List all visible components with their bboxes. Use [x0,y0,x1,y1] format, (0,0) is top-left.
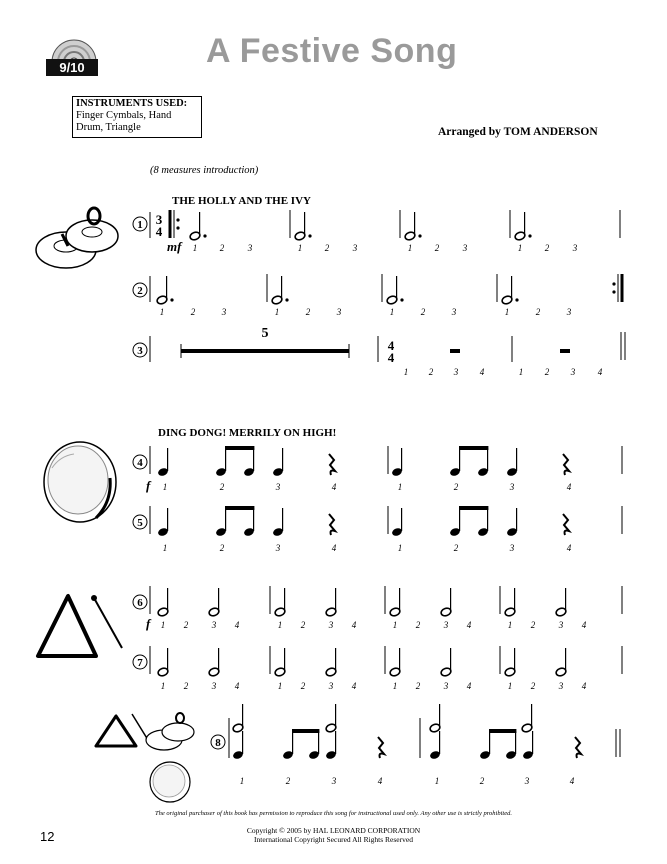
count-number: 3 [331,776,337,786]
page-title: A Festive Song [206,32,458,70]
note-dot [308,234,311,237]
count-number: 4 [234,620,240,630]
copyright [0,826,667,844]
count-number: 1 [397,482,403,492]
count-number: 4 [351,620,357,630]
repeat-dot [612,290,615,293]
line-number: 4 [137,457,143,469]
count-number: 1 [297,243,303,253]
count-number: 1 [160,681,166,691]
count-number: 2 [300,620,306,630]
count-number: 4 [581,620,587,630]
line-number: 6 [137,597,143,609]
time-signature-top: 4 [387,338,395,353]
count-number: 4 [581,681,587,691]
note-dot [285,298,288,301]
count-number: 3 [275,482,281,492]
count-number: 1 [517,243,523,253]
line-number: 8 [215,737,221,749]
line-number: 2 [137,285,143,297]
note-dot [528,234,531,237]
line-number: 3 [137,345,143,357]
count-number: 1 [192,243,198,253]
count-number: 4 [331,543,337,553]
instruments-line-2: Drum, Triangle [76,122,141,133]
count-number: 1 [277,620,283,630]
count-number: 1 [507,681,513,691]
note-dot [170,298,173,301]
count-number: 3 [570,367,576,377]
count-number: 2 [219,243,225,253]
count-number: 3 [247,243,253,253]
count-number: 2 [415,620,421,630]
count-number: 1 [162,482,168,492]
count-number: 4 [597,367,603,377]
count-number: 2 [530,620,536,630]
quarter-rest [563,514,569,535]
count-number: 3 [451,307,457,317]
count-number: 3 [524,776,530,786]
count-number: 2 [428,367,434,377]
quarter-rest [563,454,569,475]
eighth-beam [292,729,319,733]
track-number: 9/10 [46,59,98,76]
copyright-line-1: Copyright © 2005 by HAL LEONARD CORPORATION [246,826,421,835]
quarter-rest [329,454,335,475]
count-number: 3 [558,681,564,691]
page-number: 12 [40,829,55,844]
count-number: 1 [397,543,403,553]
count-number: 1 [407,243,413,253]
count-number: 4 [331,482,337,492]
count-number: 2 [434,243,440,253]
section-title-holly: THE HOLLY AND THE IVY [172,195,311,207]
count-number: 2 [183,620,189,630]
count-number: 2 [183,681,189,691]
count-number: 1 [392,620,398,630]
line-number: 1 [137,219,143,231]
count-number: 3 [509,482,515,492]
dynamic-marking: f [146,478,151,493]
count-number: 4 [466,681,472,691]
eighth-beam [489,729,516,733]
count-number: 1 [389,307,395,317]
note-dot [418,234,421,237]
count-number: 2 [544,243,550,253]
count-number: 1 [392,681,398,691]
count-number: 2 [453,482,459,492]
count-number: 1 [274,307,280,317]
count-number: 1 [162,543,168,553]
count-number: 2 [219,543,225,553]
time-signature-top: 3 [155,212,163,227]
instruments-heading: INSTRUMENTS USED: [76,98,188,109]
count-number: 3 [443,620,449,630]
intro-note: (8 measures introduction) [150,165,259,176]
count-number: 1 [403,367,409,377]
repeat-dot [176,218,179,221]
count-number: 3 [509,543,515,553]
count-number: 2 [415,681,421,691]
count-number: 4 [377,776,383,786]
note-dot [203,234,206,237]
count-number: 4 [466,620,472,630]
count-number: 2 [219,482,225,492]
count-number: 3 [275,543,281,553]
count-number: 2 [453,543,459,553]
copyright-line-2: International Copyright Secured All Rights Reserved [254,835,413,844]
quarter-rest [329,514,335,535]
eighth-beam [225,506,254,510]
time-signature-bottom: 4 [155,224,163,239]
count-number: 1 [518,367,524,377]
dynamic-marking: mf [167,239,182,254]
count-number: 4 [566,482,572,492]
count-number: 3 [211,620,217,630]
count-number: 2 [285,776,291,786]
note-dot [400,298,403,301]
count-number: 4 [479,367,485,377]
count-number: 4 [569,776,575,786]
count-number: 4 [566,543,572,553]
count-number: 3 [328,681,334,691]
count-number: 2 [530,681,536,691]
count-number: 1 [434,776,440,786]
count-number: 3 [572,243,578,253]
line-number: 5 [137,517,143,529]
count-number: 1 [504,307,510,317]
half-rest [450,349,460,353]
count-number: 2 [535,307,541,317]
count-number: 2 [479,776,485,786]
dynamic-marking: f [146,616,151,631]
line-number: 7 [137,657,143,669]
repeat-dot [612,282,615,285]
count-number: 2 [420,307,426,317]
section-title-ding-dong: DING DONG! MERRILY ON HIGH! [158,427,337,439]
note-dot [515,298,518,301]
count-number: 1 [277,681,283,691]
count-number: 3 [558,620,564,630]
count-number: 2 [190,307,196,317]
count-number: 2 [300,681,306,691]
half-rest [560,349,570,353]
quarter-rest [378,737,384,758]
eighth-beam [459,446,488,450]
count-number: 3 [462,243,468,253]
footer-note: The original purchaser of this book has permission to reproduce this song for instructional used only. Any other use is strictly prohibited. [155,810,512,817]
count-number: 1 [507,620,513,630]
count-number: 3 [328,620,334,630]
quarter-rest [575,737,581,758]
instruments-line-1: Finger Cymbals, Hand [76,110,172,121]
count-number: 1 [159,307,165,317]
multi-measure-rest [181,349,349,353]
count-number: 2 [324,243,330,253]
count-number: 3 [453,367,459,377]
count-number: 3 [566,307,572,317]
count-number: 3 [211,681,217,691]
eighth-beam [459,506,488,510]
count-number: 1 [160,620,166,630]
count-number: 2 [305,307,311,317]
count-number: 1 [239,776,245,786]
count-number: 3 [221,307,227,317]
count-number: 3 [336,307,342,317]
multi-rest-count: 5 [261,326,269,341]
arranger-credit: Arranged by TOM ANDERSON [438,126,598,138]
eighth-beam [225,446,254,450]
repeat-dot [176,226,179,229]
count-number: 4 [351,681,357,691]
count-number: 3 [443,681,449,691]
count-number: 3 [352,243,358,253]
time-signature-bottom: 4 [387,350,395,365]
count-number: 2 [544,367,550,377]
count-number: 4 [234,681,240,691]
